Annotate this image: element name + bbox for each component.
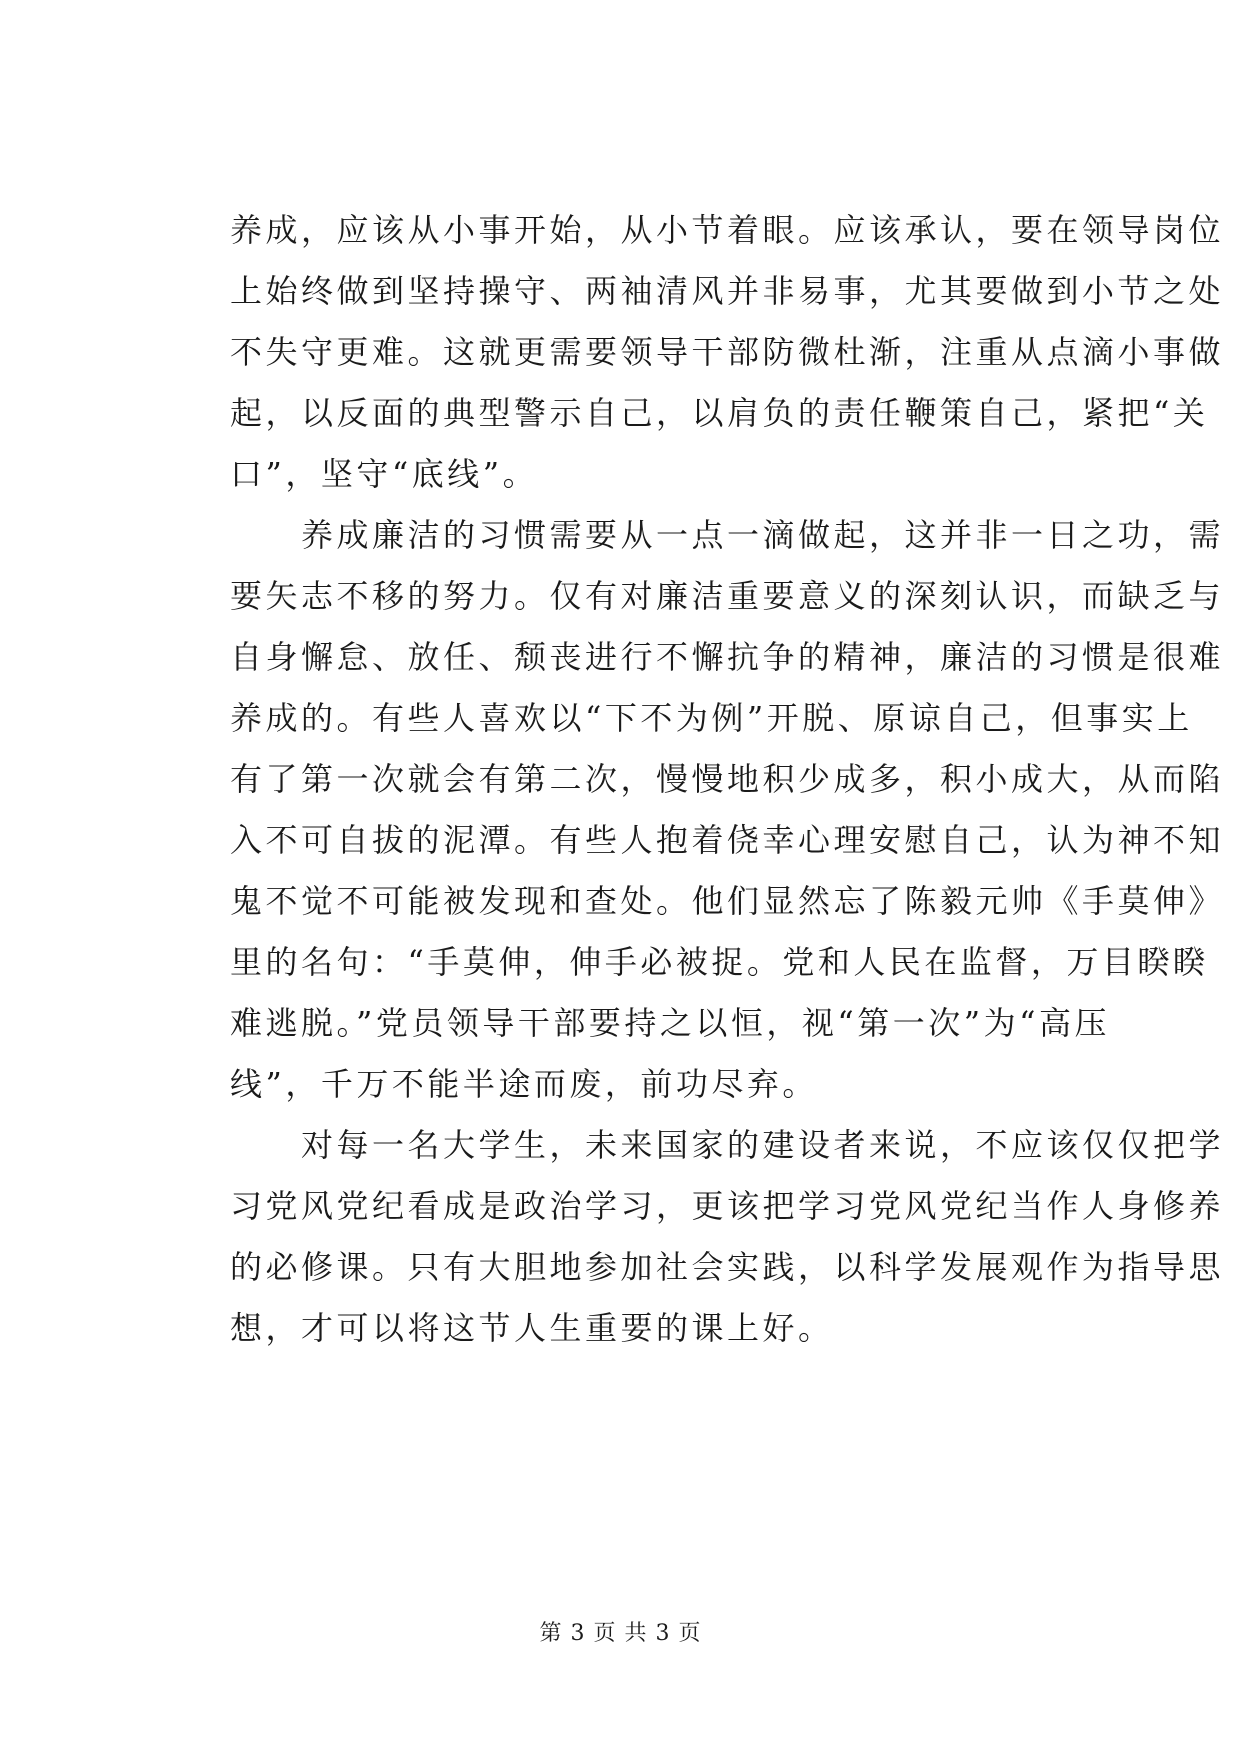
- text-line: 入不可自拔的泥潭。有些人抱着侥幸心理安慰自己，认为神不知: [230, 821, 1225, 859]
- text-line: 要矢志不移的努力。仅有对廉洁重要意义的深刻认识，而缺乏与: [230, 577, 1225, 615]
- body-text: [230, 200, 1225, 1359]
- text-line: 口”，坚守“底线”。: [230, 455, 539, 493]
- text-line: 有了第一次就会有第二次，慢慢地积少成多，积小成大，从而陷: [230, 760, 1225, 798]
- text-line: 难逃脱。”党员领导干部要持之以恒，视“第一次”为“高压: [230, 1004, 1110, 1042]
- text-line: 鬼不觉不可能被发现和查处。他们显然忘了陈毅元帅《手莫伸》: [230, 882, 1225, 920]
- text-line: 里的名句：“手莫伸，伸手必被捉。党和人民在监督，万目睽睽: [230, 943, 1209, 981]
- page-number-footer: 第 3 页 共 3 页: [539, 1621, 702, 1646]
- text-line: 不失守更难。这就更需要领导干部防微杜渐，注重从点滴小事做: [230, 333, 1225, 371]
- text-line: 养成，应该从小事开始，从小节着眼。应该承认，要在领导岗位: [230, 211, 1225, 249]
- text-line: 线”，千万不能半途而废，前功尽弃。: [230, 1065, 818, 1103]
- text-line: 的必修课。只有大胆地参加社会实践，以科学发展观作为指导思: [230, 1248, 1225, 1286]
- text-line: 上始终做到坚持操守、两袖清风并非易事，尤其要做到小节之处: [230, 272, 1225, 310]
- text-line: 对每一名大学生，未来国家的建设者来说，不应该仅仅把学: [230, 1126, 1225, 1164]
- text-line: 起，以反面的典型警示自己，以肩负的责任鞭策自己，紧把“关: [230, 394, 1209, 432]
- text-line: 养成的。有些人喜欢以“下不为例”开脱、原谅自己，但事实上: [230, 699, 1193, 737]
- text-line: 自身懈怠、放任、颓丧进行不懈抗争的精神，廉洁的习惯是很难: [230, 638, 1225, 676]
- text-line: 想，才可以将这节人生重要的课上好。: [230, 1309, 834, 1347]
- text-line: 习党风党纪看成是政治学习，更该把学习党风党纪当作人身修养: [230, 1187, 1225, 1225]
- text-line: 养成廉洁的习惯需要从一点一滴做起，这并非一日之功，需: [230, 516, 1225, 554]
